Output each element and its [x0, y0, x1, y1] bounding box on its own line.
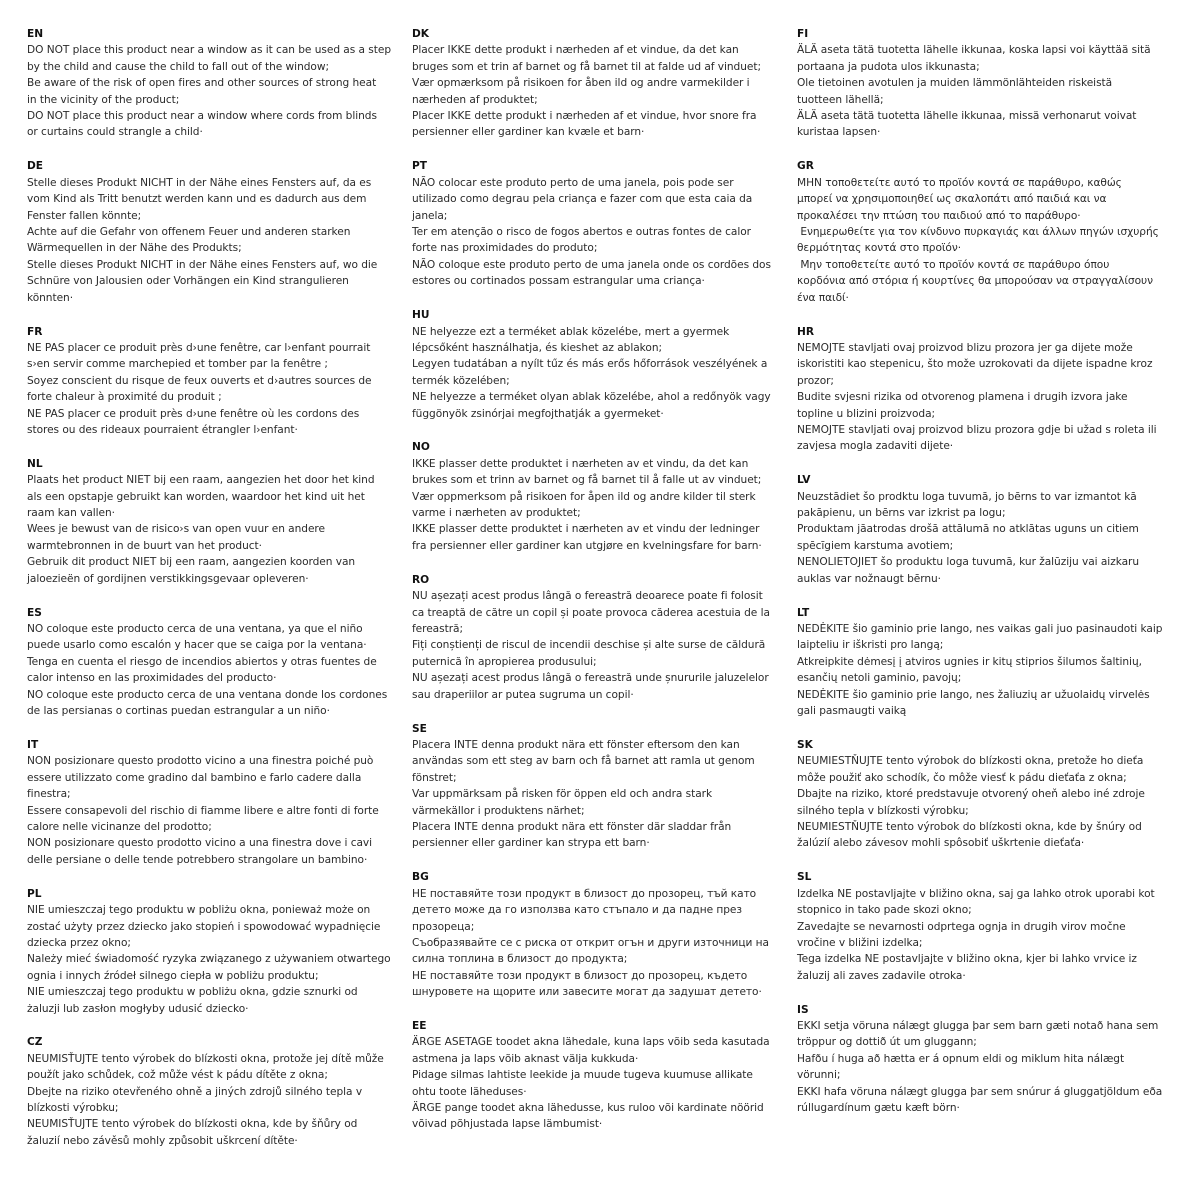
language-code: ES [27, 606, 42, 619]
warning-text-line: varme i nærheten av produktet; [412, 507, 581, 520]
warning-text-line: ÄRGE ASETAGE toodet akna lähedale, kuna laps võib seda kasutada [412, 1036, 770, 1049]
warning-text-line: НЕ поставяйте този продукт в близост до прозорец, тъй като [412, 887, 757, 900]
warning-text-line: or curtains could strangle a child· [27, 126, 203, 139]
warning-text-line: NE helyezze ezt a terméket ablak közelébe, mert a gyermek [412, 325, 730, 338]
warning-text-line: Placer IKKE dette produkt i nærheden af et vindue, hvor snore fra [412, 110, 757, 123]
warning-text-line: Neuzstādiet šo prodktu loga tuvumā, jo bērns to var izmantot kā [797, 490, 1137, 503]
warning-text-line: termék közelében; [412, 374, 510, 387]
warning-text-line: könnten· [27, 291, 74, 304]
language-code: FR [27, 325, 43, 338]
language-code: BG [412, 871, 429, 884]
warning-column [412, 26, 792, 1167]
warning-text-line: Placera INTE denna produkt nära ett fönster eftersom den kan [412, 738, 740, 751]
warning-text-line: ohtu toote läheduses· [412, 1085, 527, 1098]
language-code: FI [797, 28, 809, 40]
warning-text-line: Plaats het product NIET bij een raam, aangezien het door het kind [27, 474, 375, 487]
warning-text-line: Vær opmærksom på risikoen for åben ild og andre varmekilder i [412, 77, 750, 90]
warning-text-line: NEUMISŤUJTE tento výrobek do blízkosti okna, protože jej dítě může [27, 1052, 384, 1065]
warning-text-line: прозореца; [412, 920, 475, 933]
warning-text-line: ένα παιδί· [797, 291, 849, 304]
warning-text-line: IKKE plasser dette produktet i nærheten av et vindu der ledninger [412, 523, 760, 536]
warning-text-line: tuotteen lähellä; [797, 93, 884, 106]
warning-text-line: janela; [412, 209, 448, 222]
warning-text-line: estores ou cortinados possam estrangular uma criança· [412, 275, 705, 288]
warning-text-line: NE PAS placer ce produit près d›une fenêtre, car l›enfant pourrait [27, 341, 371, 354]
language-section-hu [412, 307, 792, 422]
language-section-gr [797, 158, 1177, 306]
warning-text-line: de las persianas o cortinas puedan estrangular a un niño· [27, 705, 330, 718]
warning-text-line: Var uppmärksam på risken för öppen eld och andra stark [412, 788, 713, 801]
warning-text-line: Placer IKKE dette produkt i nærheden af et vindue, da det kan [412, 44, 739, 57]
language-code: LT [797, 606, 810, 619]
warning-text-line: fra persienner eller gardiner kan utgjøre en kvelningsfare for barn· [412, 539, 762, 552]
warning-text-line: Budite svjesni rizika od otvorenog plamena i drugih izvora jake [797, 391, 1128, 404]
warning-text-line: ΜΗΝ τοποθετείτε αυτό το προϊόν κοντά σε παράθυρο, καθώς [797, 176, 1122, 189]
warning-text-line: Dbejte na riziko otevřeného ohně a jiných zdrojů silného tepla v [27, 1085, 363, 1098]
language-code: SK [797, 738, 813, 751]
language-code: RO [412, 573, 430, 586]
warning-text-line: Achte auf die Gefahr von offenem Feuer und anderen starken [27, 225, 351, 238]
language-code: DE [27, 160, 44, 173]
warning-text-line: žaluzií nebo závěsů mohly způsobit uškrcení dítěte· [27, 1134, 298, 1147]
warning-text-line: vom Kind als Tritt benutzt werden kann und es dadurch aus dem [27, 193, 367, 206]
warning-text-line: fönstret; [412, 771, 457, 784]
warning-text-line: Wärmequellen in der Nähe des Produkts; [27, 242, 242, 255]
warning-text-line: Fenster fallen könnte; [27, 209, 142, 222]
language-section-es [27, 605, 407, 720]
warning-text-line: NÃO coloque este produto perto de uma janela onde os cordões dos [412, 258, 771, 271]
warning-text-line: NE PAS placer ce produit près d›une fenêtre où les cordons des [27, 407, 360, 420]
warning-text-line: προκαλέσει την πτώση του παιδιού από το παράθυρο· [797, 209, 1081, 222]
warning-text-line: utilizado como degrau pela criança e fazer com que esta caia da [412, 193, 753, 206]
warning-text-line: IKKE plasser dette produktet i nærheten av et vindu, da det kan [412, 457, 749, 470]
warning-text-line: rúllugardínum gætu kæft börn· [797, 1102, 960, 1115]
language-section-is [797, 1002, 1177, 1117]
warning-text-line: sau draperiilor ar putea sugruma un copil· [412, 688, 634, 701]
warning-text-line: användas som ett steg av barn och få barnet att ramla ut genom [412, 755, 755, 768]
warning-text-line: calore nelle vicinanze del prodotto; [27, 820, 212, 833]
warning-text-line: žalúzií alebo závesov mohli spôsobiť uškrtenie dieťaťa· [797, 837, 1085, 850]
warning-text-line: NENOLIETOJIET šo produktu loga tuvumā, kur žalūziju vai aizkaru [797, 556, 1140, 569]
warning-text-line: κορδόνια από στόρια ή κουρτίνες θα μπορούσαν να στραγγαλίσουν [797, 275, 1153, 288]
warning-text-line: Izdelka NE postavljajte v bližino okna, saj ga lahko otrok uporabi kot [797, 887, 1155, 900]
language-section-no [412, 439, 792, 554]
language-section-it [27, 737, 407, 868]
warning-text-line: brukes som et trinn av barnet og få barnet til å falle ut av vinduet; [412, 474, 762, 487]
warning-text-line: Należy mieć świadomość ryzyka związanego z używaniem otwartego [27, 953, 391, 966]
warning-text-line: blízkosti výrobku; [27, 1102, 119, 1115]
language-code: DK [412, 28, 430, 40]
warning-text-line: essere utilizzato come gradino dal bambino e farlo cadere dalla [27, 771, 362, 784]
warning-text-line: iskoristiti kao stepenicu, što može uzrokovati da dijete ispadne kroz [797, 358, 1153, 371]
warning-text-line: NU așezați acest produs lângă o fereastră deoarece poate fi folosit [412, 590, 763, 603]
warning-text-line: шнуровете на щорите или завесите могат да задушат детето· [412, 986, 762, 999]
warning-text-line: s›en servir comme marchepied et tomber par la fenêtre ; [27, 358, 328, 371]
language-section-sk [797, 737, 1177, 852]
warning-text-line: Fiți conștienți de riscul de incendii deschise și alte surse de căldură [412, 639, 766, 652]
language-section-se [412, 721, 792, 852]
warning-text-line: NON posizionare questo prodotto vicino a una finestra poiché può [27, 755, 374, 768]
warning-text-line: θερμότητας κοντά στο προϊόν· [797, 242, 962, 255]
warning-text-line: Μην τοποθετείτε αυτό το προϊόν κοντά σε παράθυρο όπου [797, 258, 1110, 271]
warning-text-line: EKKI setja vöruna nálægt glugga þar sem barn gæti notað hana sem [797, 1020, 1159, 1033]
warning-text-line: Essere consapevoli del rischio di fiamme libere e altre fonti di forte [27, 804, 379, 817]
warning-text-line: zostać użyty przez dziecko jako stopień i spowodować wypadnięcie [27, 920, 381, 933]
warning-text-line: puede usarlo como escalón y hacer que se caiga por la ventana· [27, 639, 367, 652]
language-code: HU [412, 309, 430, 322]
warning-text-line: Tega izdelka NE postavljajte v bližino okna, kjer bi lahko vrvice iz [797, 953, 1137, 966]
warning-text-line: NEMOJTE stavljati ovaj proizvod blizu prozora jer ga dijete može [797, 341, 1133, 354]
warning-text-line: fereastră; [412, 623, 463, 635]
warning-text-line: NIE umieszczaj tego produktu w pobliżu okna, gdzie sznurki od [27, 986, 358, 999]
warning-text-line: függönyök zsinórjai megfojthatják a gyermeket· [412, 407, 664, 420]
language-section-dk [412, 26, 792, 141]
warning-text-line: Produktam jāatrodas drošā attālumā no atklātas uguns un citiem [797, 523, 1139, 536]
warning-text-line: NEDĖKITE šio gaminio prie lango, nes žaliuzių ar užuolaidų virvelės [797, 688, 1150, 701]
warning-text-line: НЕ поставяйте този продукт в близост до прозорец, където [412, 969, 748, 982]
warning-text-line: NON posizionare questo prodotto vicino a una finestra dove i cavi [27, 837, 373, 850]
language-code: PT [412, 160, 427, 173]
warning-text-line: spēcīgiem karstuma avotiem; [797, 539, 954, 552]
warning-text-line: värmekällor i produktens närhet; [412, 804, 585, 817]
language-section-fi [797, 26, 1177, 141]
warning-text-line: DO NOT place this product near a window where cords from blinds [27, 110, 377, 123]
language-section-ee [412, 1018, 792, 1133]
warning-text-line: ÄLÄ aseta tätä tuotetta lähelle ikkunaa, missä verhonarut voivat [797, 110, 1137, 123]
warning-text-line: persienner eller gardiner kan kvæle et barn· [412, 126, 645, 139]
language-code: CZ [27, 1036, 43, 1049]
warning-text-line: Wees je bewust van de risico›s van open vuur en andere [27, 523, 325, 536]
warning-text-line: forte chaleur à proximité du produit ; [27, 391, 222, 404]
warning-text-line: детето може да го използва като стъпало и да падне през [412, 904, 742, 917]
language-section-hr [797, 324, 1177, 455]
warning-text-line: silného tepla v blízkosti výrobku; [797, 804, 969, 817]
language-code: IT [27, 738, 39, 751]
warning-text-line: Ter em atenção o risco de fogos abertos e outras fontes de calor [412, 225, 751, 238]
warning-text-line: ca treaptă de către un copil și poate provoca căderea acestuia de la [412, 606, 770, 619]
warning-text-line: jaloezieën of gordijnen verstikkingsgevaar opleveren· [27, 572, 309, 585]
warning-text-line: žaluzij ali zaves zadavile otroka· [797, 969, 966, 982]
warning-text-line: prozor; [797, 374, 834, 387]
warning-text-line: raam kan vallen· [27, 507, 115, 520]
warning-text-line: ÄLÄ aseta tätä tuotetta lähelle ikkunaa, koska lapsi voi käyttää sitä [797, 44, 1151, 57]
warning-text-line: DO NOT place this product near a window as it can be used as a step [27, 44, 392, 57]
warning-text-line: delle persiane o delle tende potrebbero strangolare un bambino· [27, 853, 368, 866]
warning-text-line: Ενημερωθείτε για τον κίνδυνο πυρκαγιάς και άλλων πηγών ισχυρής [797, 225, 1159, 238]
warning-text-line: laipteliu ir iškristi pro langą; [797, 639, 944, 652]
warning-text-line: Zavedajte se nevarnosti odprtega ognja in drugih virov močne [797, 920, 1126, 933]
warning-text-line: силна топлина в близост до продукта; [412, 953, 628, 966]
warning-text-line: EKKI hafa vöruna nálægt glugga þar sem snúrur á gluggatjöldum eða [797, 1085, 1163, 1098]
language-section-bg [412, 869, 792, 1000]
warning-text-line: Schnüre von Jalousien oder Vorhängen ein Kind strangulieren [27, 275, 349, 288]
warning-column [27, 26, 407, 1167]
warning-text-line: gali pasmaugti vaiką [797, 705, 907, 718]
warning-text-line: lépcsőként használhatja, és kieshet az ablakon; [412, 341, 663, 354]
warning-text-line: NÃO colocar este produto perto de uma janela, pois pode ser [412, 176, 734, 189]
warning-text-line: Stelle dieses Produkt NICHT in der Nähe eines Fensters auf, da es [27, 176, 372, 189]
language-section-en [27, 26, 407, 141]
language-code: LV [797, 474, 811, 487]
warning-text-line: in the vicinity of the product; [27, 93, 180, 106]
warning-text-line: tröppur og dottið út um gluggann; [797, 1036, 977, 1049]
warning-text-line: żaluzji lub zasłon mogłyby udusić dziecko· [27, 1002, 249, 1015]
warning-text-line: puternică în apropierea produsului; [412, 655, 597, 668]
language-code: PL [27, 887, 42, 900]
warning-text-line: warmtebronnen in de buurt van het product· [27, 539, 262, 552]
language-section-lt [797, 605, 1177, 720]
language-section-pl [27, 886, 407, 1017]
warning-text-line: esančių netoli gaminio, pavojų; [797, 672, 962, 685]
warning-columns [27, 26, 1177, 1167]
warning-text-line: bruges som et trin af barnet og få barnet til at falde ud af vinduet; [412, 60, 761, 73]
language-section-ro [412, 572, 792, 703]
warning-text-line: Съобразявайте се с риска от открит огън и други източници на [412, 936, 769, 949]
warning-text-line: topline u blizini proizvoda; [797, 407, 936, 420]
language-code: NL [27, 457, 43, 470]
warning-text-line: auklas var nožnaugt bērnu· [797, 572, 941, 585]
warning-text-line: Soyez conscient du risque de feux ouverts et d›autres sources de [27, 374, 372, 387]
warning-text-line: Gebruik dit product NIET bij een raam, aangezien koorden van [27, 556, 356, 569]
warning-text-line: nærheden af produktet; [412, 93, 538, 106]
language-code: IS [797, 1003, 809, 1016]
warning-text-line: zavjesa mogla zadaviti dijete· [797, 440, 954, 453]
warning-text-line: NO coloque este producto cerca de una ventana, ya que el niño [27, 623, 363, 635]
warning-text-line: ÄRGE pange toodet akna lähedusse, kus ruloo või kardinate nöörid [412, 1102, 764, 1115]
warning-text-line: võivad põhjustada lapse lämbumist· [412, 1118, 603, 1131]
warning-text-line: môže použiť ako schodík, čo môže viesť k pádu dieťaťa z okna; [797, 771, 1127, 784]
warning-text-line: Atkreipkite dėmesį į atviros ugnies ir kitų stiprios šilumos šaltinių, [797, 655, 1142, 668]
warning-text-line: pakāpienu, un bērns var izkrist pa logu; [797, 507, 1006, 520]
warning-text-line: portaana ja pudota ulos ikkunasta; [797, 60, 980, 73]
warning-column [797, 26, 1177, 1167]
warning-text-line: Hafðu í huga að hætta er á opnum eldi og miklum hita nálægt [797, 1052, 1125, 1065]
language-code: EN [27, 28, 44, 40]
warning-text-line: NU așezați acest produs lângă o fereastră unde șnururile jaluzelelor [412, 672, 769, 685]
warning-text-line: Ole tietoinen avotulen ja muiden lämmönlähteiden riskeistä [797, 77, 1113, 90]
warning-text-line: persienner eller gardiner kan strypa ett barn· [412, 837, 650, 850]
warning-text-line: calor intenso en las proximidades del producto· [27, 672, 277, 685]
language-code: SL [797, 871, 812, 884]
language-section-pt [412, 158, 792, 289]
warning-text-line: Pidage silmas lahtiste leekide ja muude tugeva kuumuse allikate [412, 1069, 753, 1082]
warning-text-line: Placera INTE denna produkt nära ett fönster där sladdar från [412, 820, 732, 833]
language-code: NO [412, 441, 430, 454]
language-code: HR [797, 325, 815, 338]
warning-text-line: stopnico in tako pade skozi okno; [797, 904, 972, 917]
warning-text-line: NE helyezze a terméket olyan ablak közelébe, ahol a redőnyök vagy [412, 391, 771, 404]
warning-text-line: forte nas proximidades do produto; [412, 242, 598, 255]
warning-text-line: μπορεί να χρησιμοποιηθεί ως σκαλοπάτι από παιδιά και να [797, 193, 1107, 206]
language-code: SE [412, 722, 427, 735]
warning-text-line: dziecka przez okno; [27, 936, 131, 949]
warning-text-line: ognia i innych źródeł silnego ciepła w pobliżu produktu; [27, 969, 319, 982]
warning-text-line: použít jako schůdek, což může vést k pádu dítěte z okna; [27, 1069, 328, 1082]
warning-text-line: astmena ja laps võib aknast välja kukkuda· [412, 1052, 639, 1065]
language-section-cz [27, 1034, 407, 1149]
warning-text-line: Be aware of the risk of open fires and other sources of strong heat [27, 77, 377, 90]
warning-text-line: stores ou des rideaux pourraient étrangler l›enfant· [27, 423, 298, 436]
warning-text-line: kuristaa lapsen· [797, 126, 881, 139]
warning-text-line: by the child and cause the child to fall out of the window; [27, 60, 329, 73]
warning-text-line: NEUMIESTŇUJTE tento výrobok do blízkosti okna, kde by šnúry od [797, 820, 1142, 833]
warning-text-line: finestra; [27, 788, 71, 801]
warning-text-line: Dbajte na riziko, ktoré predstavuje otvorený oheň alebo iné zdroje [797, 788, 1145, 801]
language-section-fr [27, 324, 407, 439]
warning-text-line: NEUMISŤUJTE tento výrobek do blízkosti okna, kde by šňůry od [27, 1118, 358, 1131]
language-section-de [27, 158, 407, 306]
language-code: EE [412, 1020, 427, 1033]
language-section-lv [797, 472, 1177, 587]
language-section-nl [27, 456, 407, 587]
warning-text-line: Stelle dieses Produkt NICHT in der Nähe eines Fensters auf, wo die [27, 258, 378, 271]
warning-text-line: NIE umieszczaj tego produktu w pobliżu okna, ponieważ może on [27, 904, 371, 917]
warning-text-line: Tenga en cuenta el riesgo de incendios abiertos y otras fuentes de [27, 655, 377, 668]
warning-text-line: Vær oppmerksom på risikoen for åpen ild og andre kilder til sterk [412, 490, 756, 503]
language-section-sl [797, 869, 1177, 984]
warning-text-line: NEUMIESTŇUJTE tento výrobok do blízkosti okna, pretože ho dieťa [797, 755, 1144, 768]
warning-text-line: vročine v bližini izdelka; [797, 936, 923, 949]
warning-text-line: NEMOJTE stavljati ovaj proizvod blizu prozora gdje bi užad s roleta ili [797, 423, 1157, 436]
warning-text-line: als een opstapje gebruikt kan worden, waardoor het kind uit het [27, 490, 365, 503]
language-code: GR [797, 160, 814, 173]
warning-text-line: vörunni; [797, 1069, 841, 1082]
warning-text-line: NEDĖKITE šio gaminio prie lango, nes vaikas gali juo pasinaudoti kaip [797, 623, 1163, 635]
warning-text-line: Legyen tudatában a nyílt tűz és más erős hőforrások veszélyének a [412, 358, 768, 371]
warning-text-line: NO coloque este producto cerca de una ventana donde los cordones [27, 688, 388, 701]
